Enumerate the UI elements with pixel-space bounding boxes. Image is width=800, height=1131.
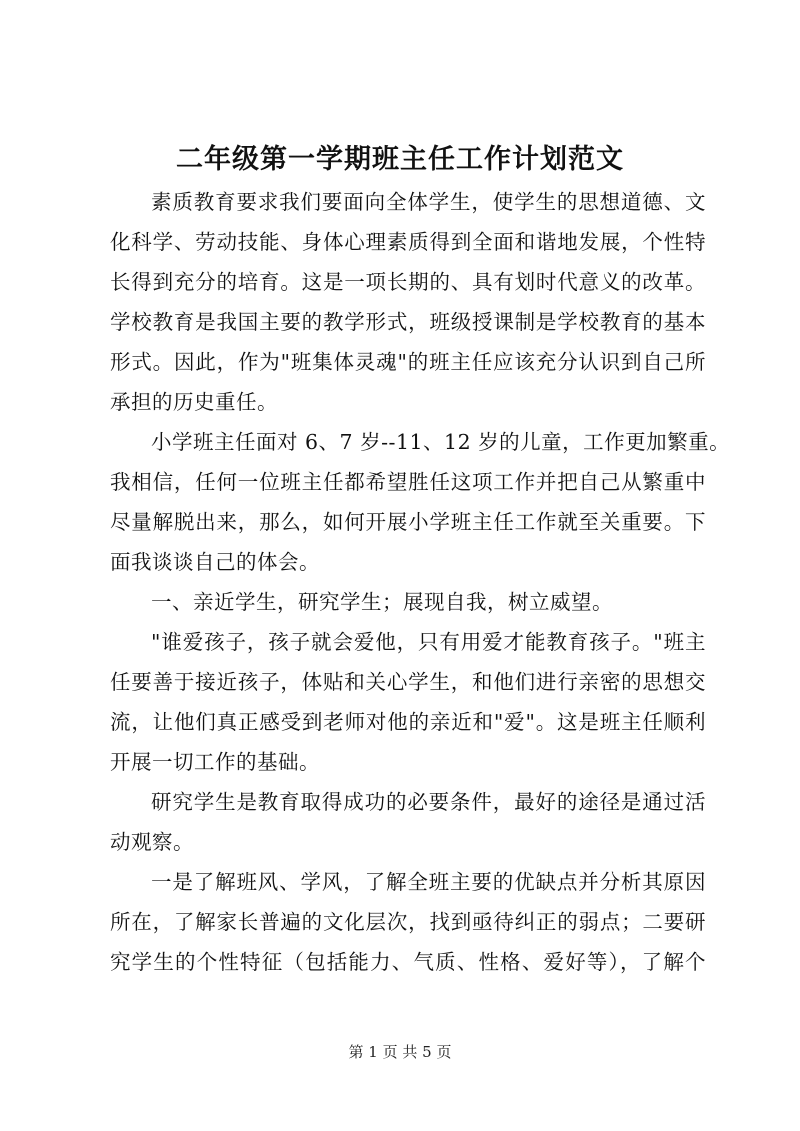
paragraph-line: 究学生的个性特征（包括能力、气质、性格、爱好等），了解个 <box>110 950 706 974</box>
paragraph-line: "谁爱孩子，孩子就会爱他，只有用爱才能教育孩子。"班主 <box>151 630 706 654</box>
section-heading: 一、亲近学生，研究学生；展现自我，树立威望。 <box>151 590 613 614</box>
paragraph-line: 形式。因此，作为"班集体灵魂"的班主任应该充分认识到自己所 <box>110 350 706 374</box>
page-footer: 第 1 页 共 5 页 <box>348 1043 452 1061</box>
paragraph-line: 小学班主任面对 6、7 岁--11、12 岁的儿童，工作更加繁重。 <box>151 430 731 454</box>
paragraph-line: 一是了解班风、学风，了解全班主要的优缺点并分析其原因 <box>151 870 706 894</box>
paragraph-line: 化科学、劳动技能、身体心理素质得到全面和谐地发展，个性特 <box>110 230 706 254</box>
paragraph-line: 长得到充分的培育。这是一项长期的、具有划时代意义的改革。 <box>110 270 706 294</box>
paragraph-line: 流，让他们真正感受到老师对他的亲近和"爱"。这是班主任顺利 <box>110 710 706 734</box>
paragraph-line: 尽量解脱出来，那么，如何开展小学班主任工作就至关重要。下 <box>110 510 706 534</box>
paragraph-line: 动观察。 <box>110 830 194 854</box>
paragraph-line: 面我谈谈自己的体会。 <box>110 550 320 574</box>
paragraph-line: 研究学生是教育取得成功的必要条件，最好的途径是通过活 <box>151 790 706 814</box>
paragraph-line: 所在，了解家长普遍的文化层次，找到亟待纠正的弱点；二要研 <box>110 910 706 934</box>
paragraph-line: 我相信，任何一位班主任都希望胜任这项工作并把自己从繁重中 <box>110 470 706 494</box>
paragraph-line: 承担的历史重任。 <box>110 390 278 414</box>
paragraph-line: 素质教育要求我们要面向全体学生，使学生的思想道德、文 <box>151 190 706 214</box>
paragraph-line: 学校教育是我国主要的教学形式，班级授课制是学校教育的基本 <box>110 310 706 334</box>
document-title: 二年级第一学期班主任工作计划范文 <box>176 144 624 175</box>
paragraph-line: 任要善于接近孩子，体贴和关心学生，和他们进行亲密的思想交 <box>110 670 706 694</box>
paragraph-line: 开展一切工作的基础。 <box>110 750 320 774</box>
